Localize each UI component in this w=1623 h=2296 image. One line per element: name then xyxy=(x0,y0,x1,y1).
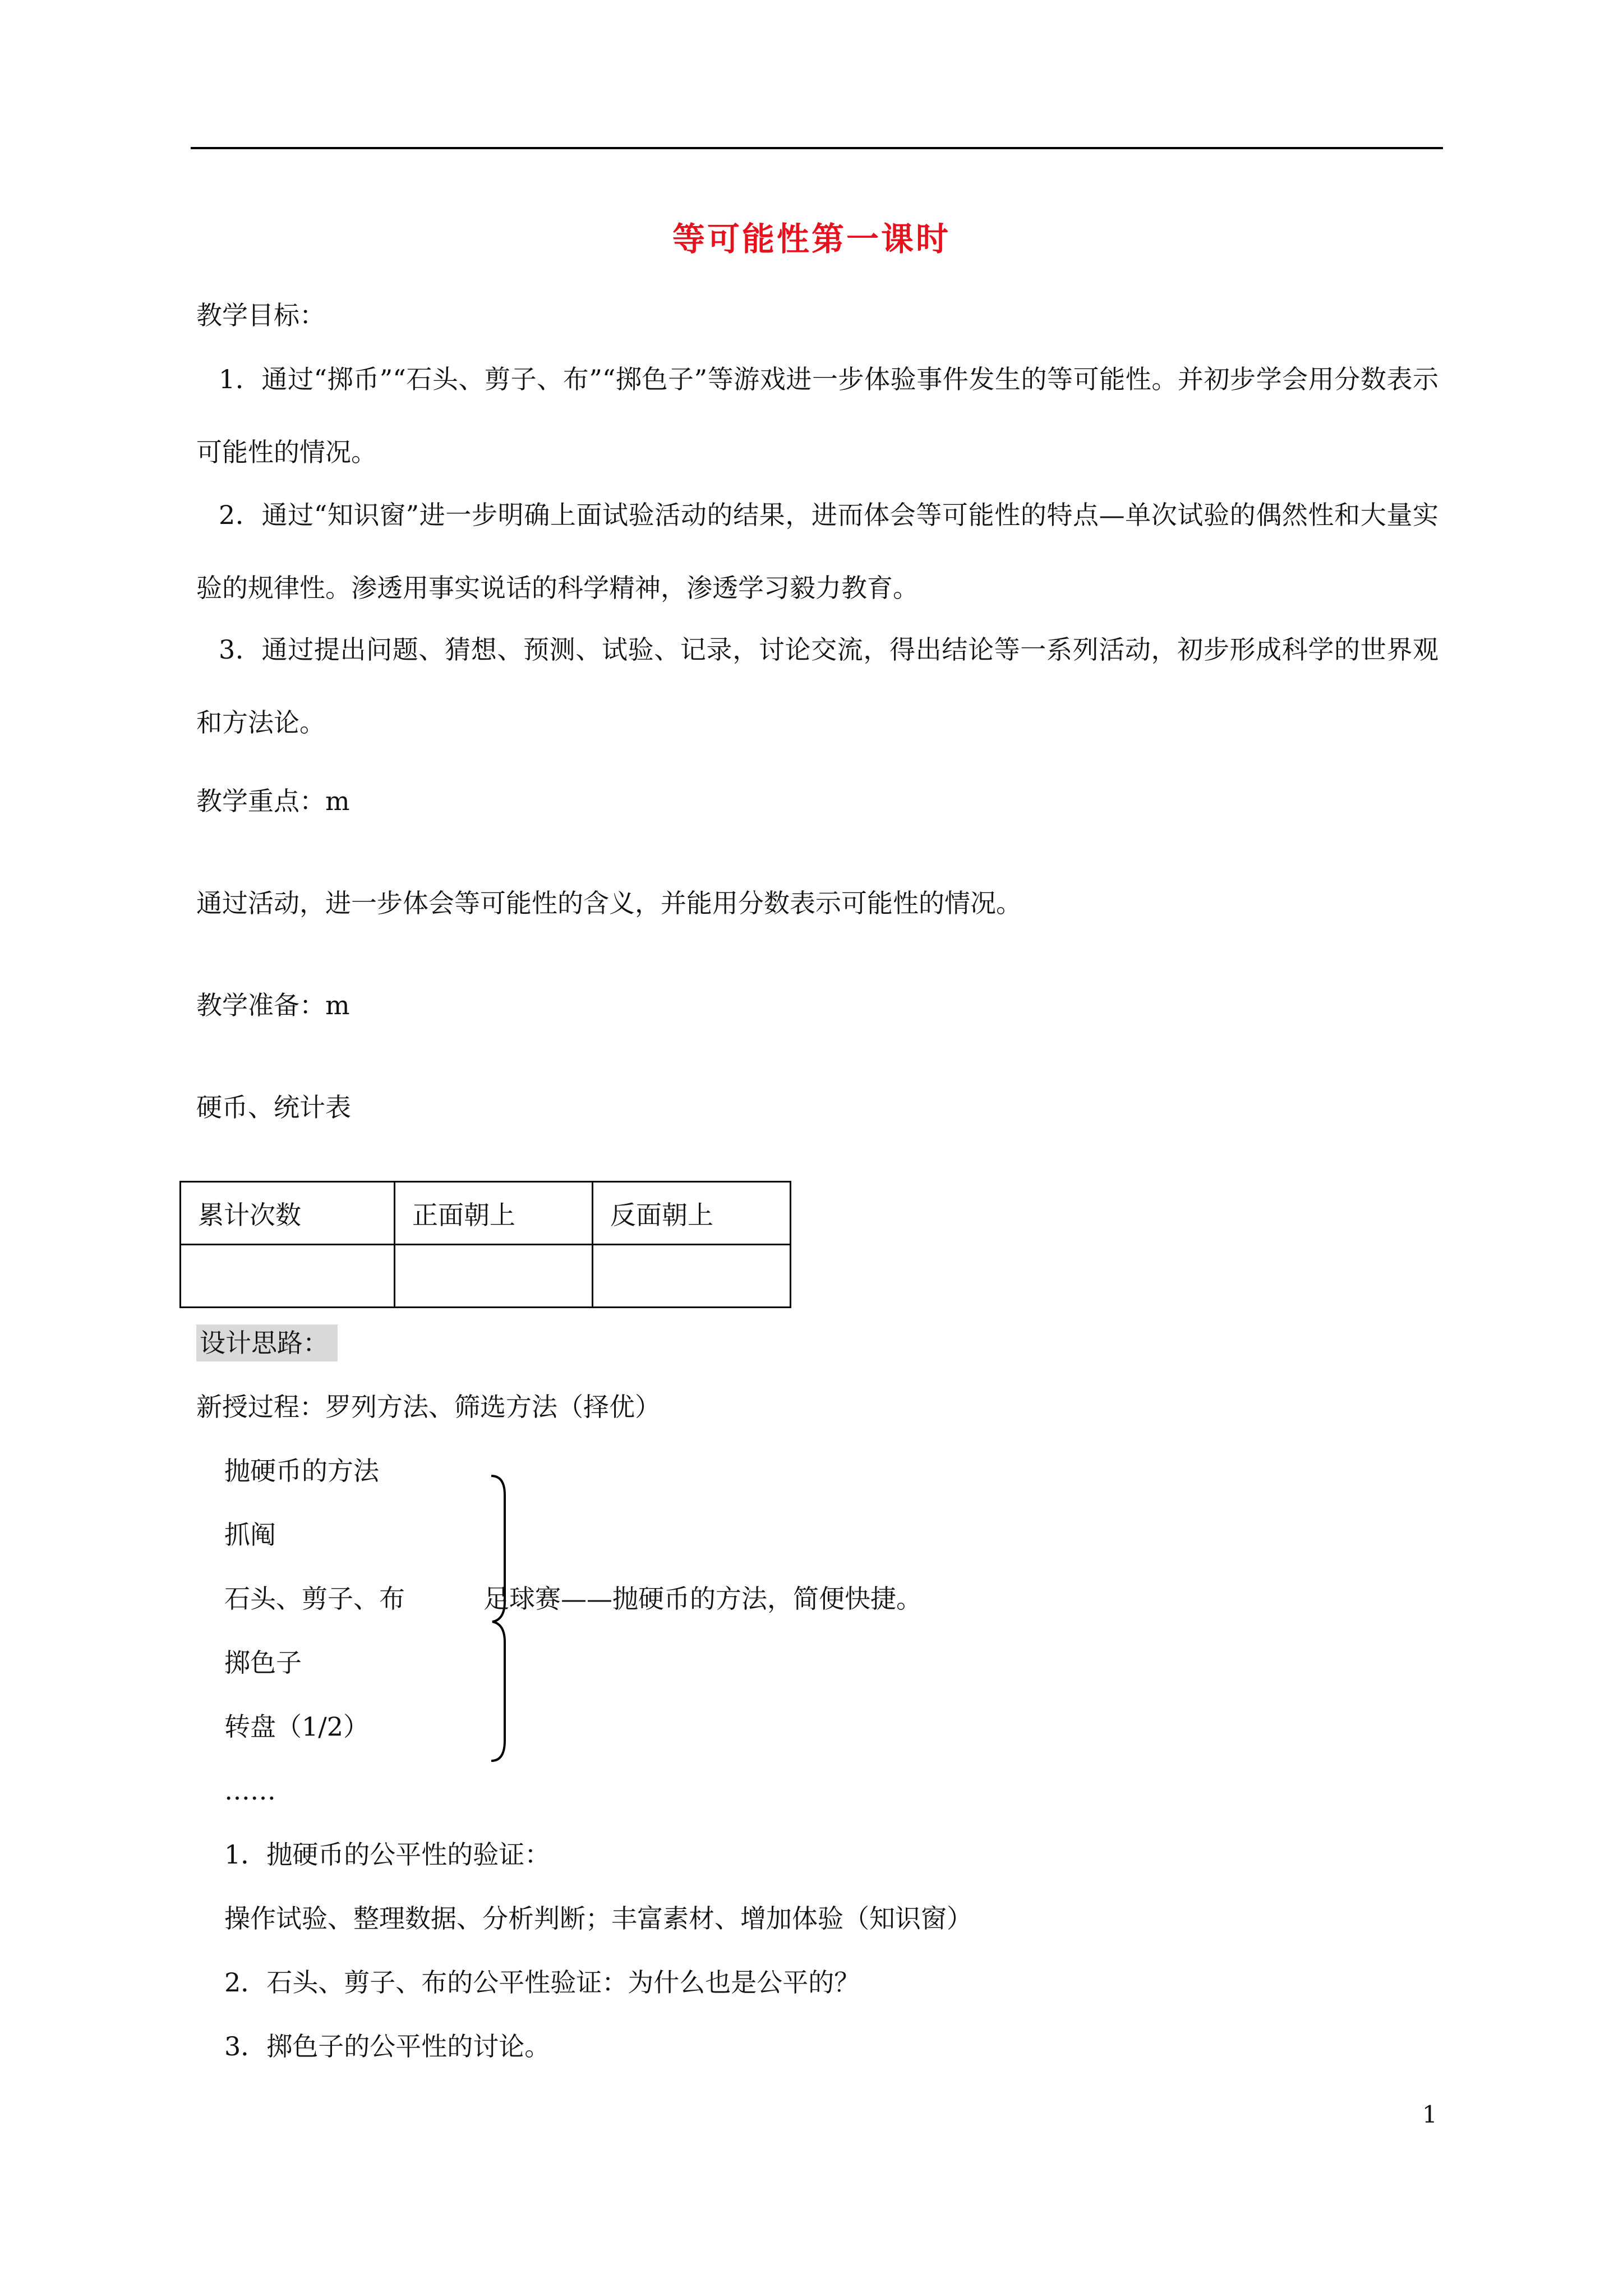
method-item: 掷色子 xyxy=(224,1648,302,1678)
header-rule xyxy=(191,147,1443,149)
goal-item-1: 1．通过“掷币”“石头、剪子、布”“掷色子”等游戏进一步体验事件发生的等可能性。并初步学会用分数表示可能性的情况。 xyxy=(196,364,1438,467)
key-point-heading: 教学重点：m xyxy=(196,786,350,816)
table-cell xyxy=(181,1245,395,1308)
preparation-heading: 教学准备：m xyxy=(196,990,350,1020)
brace-note: 足球赛——抛硬币的方法，简便快捷。 xyxy=(483,1584,922,1614)
curly-brace-icon xyxy=(477,1473,516,1764)
method-item: 抛硬币的方法 xyxy=(224,1456,379,1486)
goals-heading: 教学目标： xyxy=(196,300,325,330)
table-cell xyxy=(395,1245,593,1308)
preparation-text: 硬币、统计表 xyxy=(196,1092,351,1122)
design-step: 3．掷色子的公平性的讨论。 xyxy=(224,2031,551,2062)
method-item: 石头、剪子、布 xyxy=(224,1584,405,1614)
design-process: 新授过程：罗列方法、筛选方法（择优） xyxy=(196,1392,661,1422)
key-point-text: 通过活动，进一步体会等可能性的含义，并能用分数表示可能性的情况。 xyxy=(196,888,1022,918)
table-header-cell: 反面朝上 xyxy=(593,1182,791,1245)
table-header-cell: 累计次数 xyxy=(181,1182,395,1245)
goal-item-3: 3．通过提出问题、猜想、预测、试验、记录，讨论交流，得出结论等一系列活动，初步形成科学的世界观和方法论。 xyxy=(196,634,1438,738)
method-item: 抓阄 xyxy=(224,1520,276,1550)
table-header-cell: 正面朝上 xyxy=(395,1182,593,1245)
table-cell xyxy=(593,1245,791,1308)
design-step: 2．石头、剪子、布的公平性验证：为什么也是公平的？ xyxy=(224,1967,860,1998)
table-row xyxy=(181,1245,791,1308)
method-item: 转盘（1/2） xyxy=(224,1711,370,1742)
document-title: 等可能性第一课时 xyxy=(672,220,951,258)
design-step: 操作试验、整理数据、分析判断；丰富素材、增加体验（知识窗） xyxy=(224,1903,972,1934)
ellipsis: …… xyxy=(224,1775,276,1806)
table-header-row xyxy=(181,1182,791,1245)
design-heading-highlight: 设计思路： xyxy=(196,1324,338,1361)
tally-table xyxy=(179,1181,791,1308)
goal-item-2: 2．通过“知识窗”进一步明确上面试验活动的结果，进而体会等可能性的特点—单次试验的偶然性和大量实验的规律性。渗透用事实说话的科学精神，渗透学习毅力教育。 xyxy=(196,500,1438,603)
page-number: 1 xyxy=(1422,2101,1437,2128)
design-step: 1．抛硬币的公平性的验证： xyxy=(224,1839,551,1870)
design-heading xyxy=(196,1325,338,1361)
